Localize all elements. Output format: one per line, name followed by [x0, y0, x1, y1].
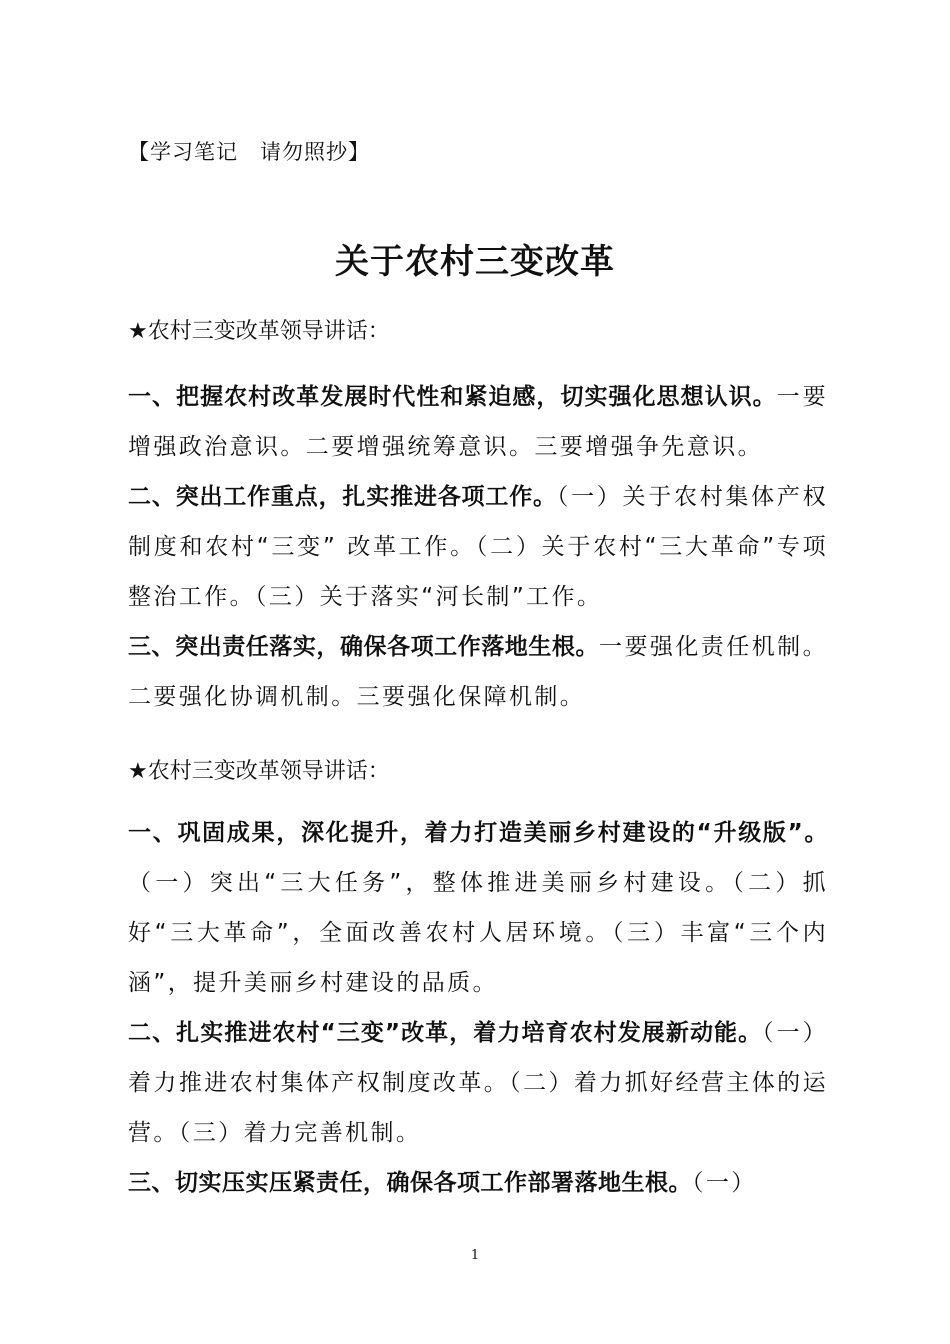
section-2-paragraph-3	[128, 1158, 828, 1208]
paragraph-heading: 三、切实压实压紧责任，确保各项工作部署落地生根。	[128, 1170, 692, 1196]
paragraph-heading: 一、巩固成果，深化提升，着力打造美丽乡村建设的“升级版”。	[128, 820, 828, 846]
section-1-paragraph-1	[128, 372, 828, 472]
section-2-paragraph-1	[128, 808, 828, 1008]
paragraph-text: （一）关于农村集体产权制度和农村“三变” 改革工作。（二）关于农村“三大革命”专项整治工作。（三）关于落实“河长制”工作。	[128, 484, 829, 610]
study-note-label: 【学习笔记 请勿照抄】	[128, 140, 370, 164]
paragraph-text: （一）突出“三大任务”，整体推进美丽乡村建设。（二）抓好“三大革命”，全面改善农村人居环境。（三）丰富“三个内涵”，提升美丽乡村建设的品质。	[128, 870, 828, 996]
paragraph-text: 一要增强政治意识。二要增强统筹意识。三要增强争先意识。	[128, 384, 828, 460]
paragraph-text: 一要强化责任机制。二要强化协调机制。三要强化保障机制。	[128, 634, 828, 710]
section-2-body	[128, 808, 828, 1208]
section-1-heading: ★农村三变改革领导讲话：	[128, 319, 390, 344]
paragraph-text: （一）着力推进农村集体产权制度改革。（二）着力抓好经营主体的运营。（三）着力完善机制。	[128, 1020, 828, 1146]
paragraph-heading: 一、把握农村改革发展时代性和紧迫感，切实强化思想认识。	[128, 384, 777, 410]
section-2-heading: ★农村三变改革领导讲话：	[128, 759, 390, 784]
section-1-paragraph-2	[128, 472, 828, 622]
section-1-body	[128, 372, 828, 722]
section-1	[128, 314, 828, 342]
paragraph-heading: 三、突出责任落实，确保各项工作落地生根。	[128, 634, 599, 660]
paragraph-text: （一）	[692, 1170, 757, 1196]
section-1-paragraph-3	[128, 622, 828, 722]
section-2	[128, 754, 828, 782]
document-title: 关于农村三变改革	[335, 242, 615, 282]
paragraph-heading: 二、扎实推进农村“三变”改革，着力培育农村发展新动能。	[128, 1020, 763, 1046]
paragraph-heading: 二、突出工作重点，扎实推进各项工作。	[128, 484, 557, 510]
page-number: 1	[470, 1248, 480, 1263]
section-2-paragraph-2	[128, 1008, 828, 1158]
